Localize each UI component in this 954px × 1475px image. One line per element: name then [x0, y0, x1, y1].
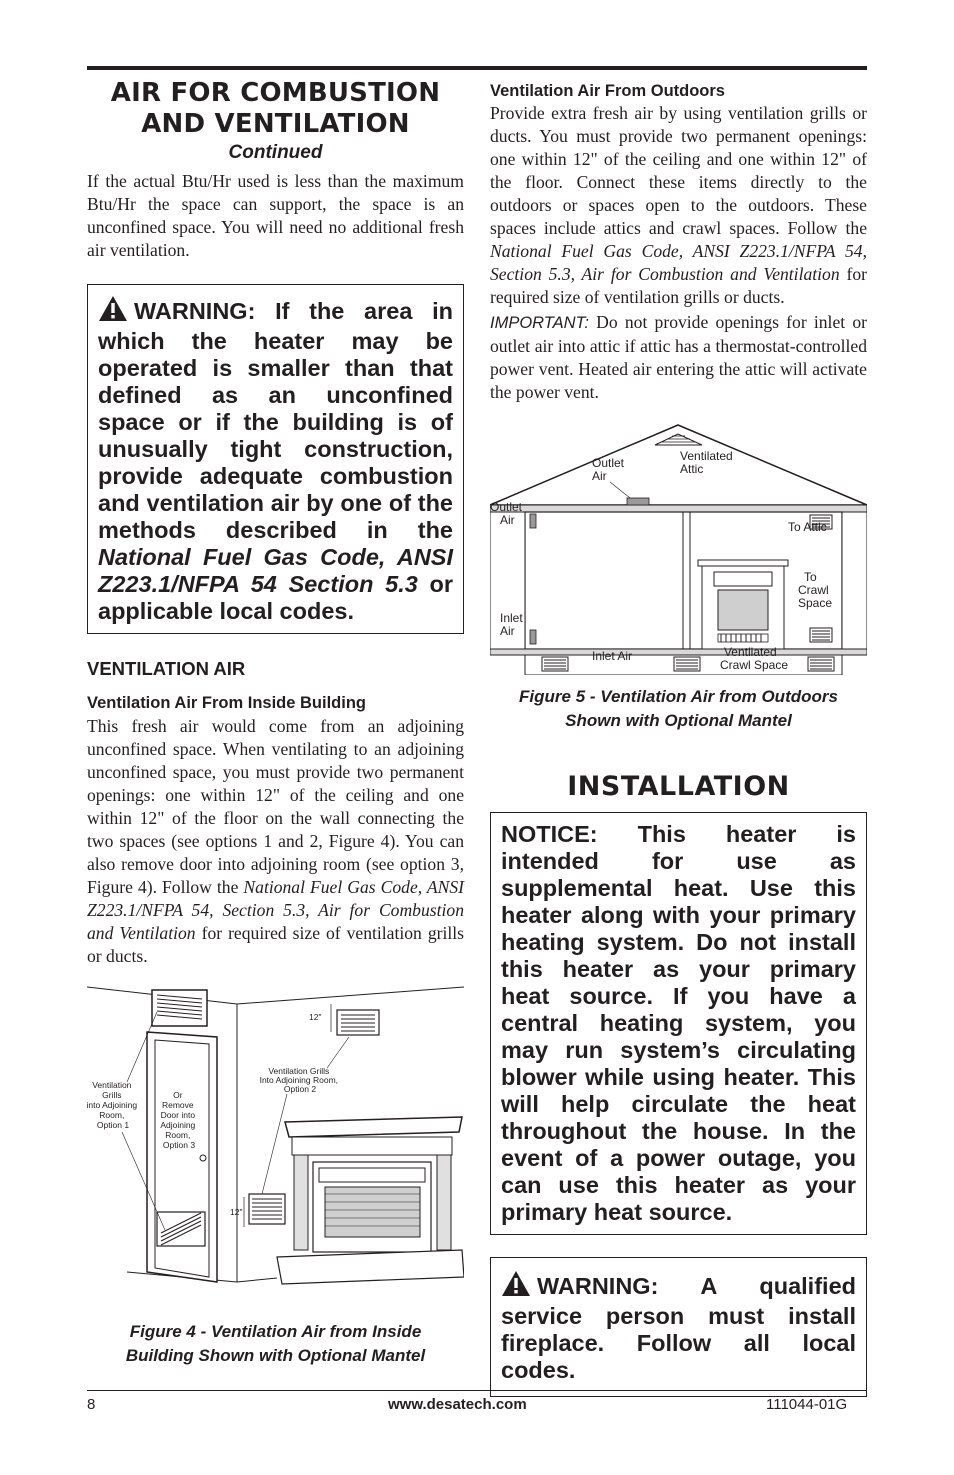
warning-box-installer — [490, 1257, 867, 1397]
outdoors-code-ref: National Fuel Gas Code, ANSI Z223.1/NFPA 54, Section 5.3, Air for Combustion and Ventilation — [490, 241, 867, 284]
inlet-air-wall-vent — [530, 630, 536, 644]
mantel-right-column — [437, 1155, 451, 1250]
fig4-caption-line2: Building Shown with Optional Mantel — [125, 1346, 426, 1365]
warning-triangle-icon — [98, 295, 128, 328]
outlet-air-ceiling-vent — [627, 498, 649, 505]
right-column — [490, 82, 867, 1397]
top-rule — [87, 66, 867, 70]
section-title-line1: AIR FOR COMBUSTION — [110, 78, 441, 108]
fig5-label-ventilated-crawl: Ventilated Crawl Space — [719, 645, 789, 672]
grill-option1-bottom — [157, 1212, 205, 1246]
warning-tail: or applicable local codes. — [98, 571, 454, 624]
important-label: IMPORTANT: — [490, 314, 589, 332]
inside-text-b: for required size of ventilation grills or ducts. — [87, 923, 464, 966]
fig5-label-outlet-air-left: Outlet Air — [490, 500, 523, 527]
fig4-label-option1: Ventilation Grills into Adjoining Room, Option 1 — [87, 1080, 138, 1130]
fig5-label-to-crawl: To Crawl Space — [797, 570, 833, 610]
notice-box — [490, 812, 867, 1235]
outlet-air-wall-vent — [530, 514, 536, 528]
fig4-caption-line1: Figure 4 - Ventilation Air from Inside — [129, 1322, 422, 1341]
fig5-label-outlet-air-top: Outlet Air — [592, 456, 625, 483]
warning-text-ventilation — [98, 295, 453, 625]
door-knob — [200, 1155, 206, 1161]
warning-code-ref: National Fuel Gas Code, ANSI Z223.1/NFPA 54 Section 5.3 — [98, 544, 453, 597]
warning-installer-body: WARNING: A qualified service person must install fireplace. Follow all local codes. — [501, 1273, 856, 1383]
warning-box-ventilation — [87, 284, 464, 634]
fig5-caption-line2: Shown with Optional Mantel — [565, 711, 792, 730]
important-text: Do not provide openings for inlet or outlet air into attic if attic has a thermostat-controlled power vent. Heated air entering the attic will activate the power vent. — [490, 312, 867, 402]
fig4-dim-top: 12" — [309, 1012, 322, 1022]
inside-building-heading: Ventilation Air From Inside Building — [87, 694, 366, 712]
outdoors-text-a: Provide extra fresh air by using ventilation grills or ducts. You must provide two permanent openings: one within 12" of the ceiling and one within 12" of the floor. Connect these items directly to the outdoors or spaces open to the outdoors. These spaces include attics and crawl spaces. Follow the — [490, 103, 867, 238]
inside-text-a: This fresh air would come from an adjoining unconfined space. When ventilating to an adjoining unconfined space, you must provide two permanent openings: one within 12" of the ceiling and one within 12" of the floor on the wall connecting the two spaces (see options 1 and 2, Figure 4). You can also remove door into adjoining room (see option 3, Figure 4). Follow the — [87, 716, 464, 897]
fig5-caption-line1: Figure 5 - Ventilation Air from Outdoors — [519, 687, 838, 706]
section-title-line2: AND VENTILATION — [141, 109, 410, 139]
outdoors-paragraph — [490, 102, 867, 309]
figure-4-caption — [87, 1320, 464, 1368]
fig5-label-ventilated-attic: Ventilated Attic — [680, 449, 733, 476]
figure-5-illustration — [490, 420, 867, 675]
inside-building-paragraph — [87, 715, 464, 968]
mantel-shelf — [285, 1117, 462, 1137]
figure-4-illustration — [87, 982, 464, 1302]
fig4-label-option3: Or Remove Door into Adjoining Room, Option 3 — [160, 1090, 196, 1150]
important-paragraph — [490, 311, 867, 404]
fig5-label-inlet-air-left: Inlet Air — [500, 611, 523, 638]
fig5-label-to-attic: To Attic — [788, 520, 827, 534]
warning-triangle-icon — [501, 1270, 531, 1303]
page-number: 8 — [87, 1396, 96, 1413]
section-title — [87, 78, 464, 140]
intro-paragraph: If the actual Btu/Hr used is less than the maximum Btu/Hr the space can support, the space is an unconfined space. You will need no additional fresh air ventilation. — [87, 171, 464, 260]
ventilation-air-heading: VENTILATION AIR — [87, 658, 246, 679]
warning-lead: WARNING: If the area in which the heater may be operated is smaller than that defined as an unconfined space or if the building is of unusually tight construction, provide adequate combustion and ventilation air by one of the methods described in the — [98, 298, 453, 543]
warning-installer-text — [501, 1270, 856, 1384]
outdoors-heading: Ventilation Air From Outdoors — [490, 82, 725, 100]
website-link[interactable]: www.desatech.com — [388, 1396, 527, 1413]
continued-label: Continued — [228, 142, 323, 163]
figure-5-caption — [490, 685, 867, 733]
fig4-dim-bottom: 12" — [230, 1207, 243, 1217]
outdoors-text-b: for required size of ventilation grills or ducts. — [490, 264, 868, 307]
hearth — [277, 1250, 464, 1284]
fig4-label-option2: Ventilation Grills Into Adjoining Room, Option 2 — [259, 1066, 339, 1094]
left-column — [87, 78, 464, 1368]
inside-code-ref: National Fuel Gas Code, ANSI Z223.1/NFPA 54, Section 5.3, Air for Combustion and Ventilation — [87, 877, 464, 943]
notice-text: NOTICE: This heater is intended for use as supplemental heat. Use this heater along with your primary heating system. Do not install this heater as your primary heat source. If you have a central heating system, you may run system’s circulating blower while using heater. This will help circulate the heat throughout the house. In the event of a power outage, you can use this heater as your primary heat source. — [501, 821, 856, 1225]
installation-title: INSTALLATION — [567, 771, 790, 802]
mantel-left-column — [294, 1155, 308, 1250]
fig5-label-inlet-air-bottom: Inlet Air — [592, 649, 633, 663]
document-number: 111044-01G — [766, 1396, 848, 1413]
footer-rule — [87, 1390, 867, 1391]
